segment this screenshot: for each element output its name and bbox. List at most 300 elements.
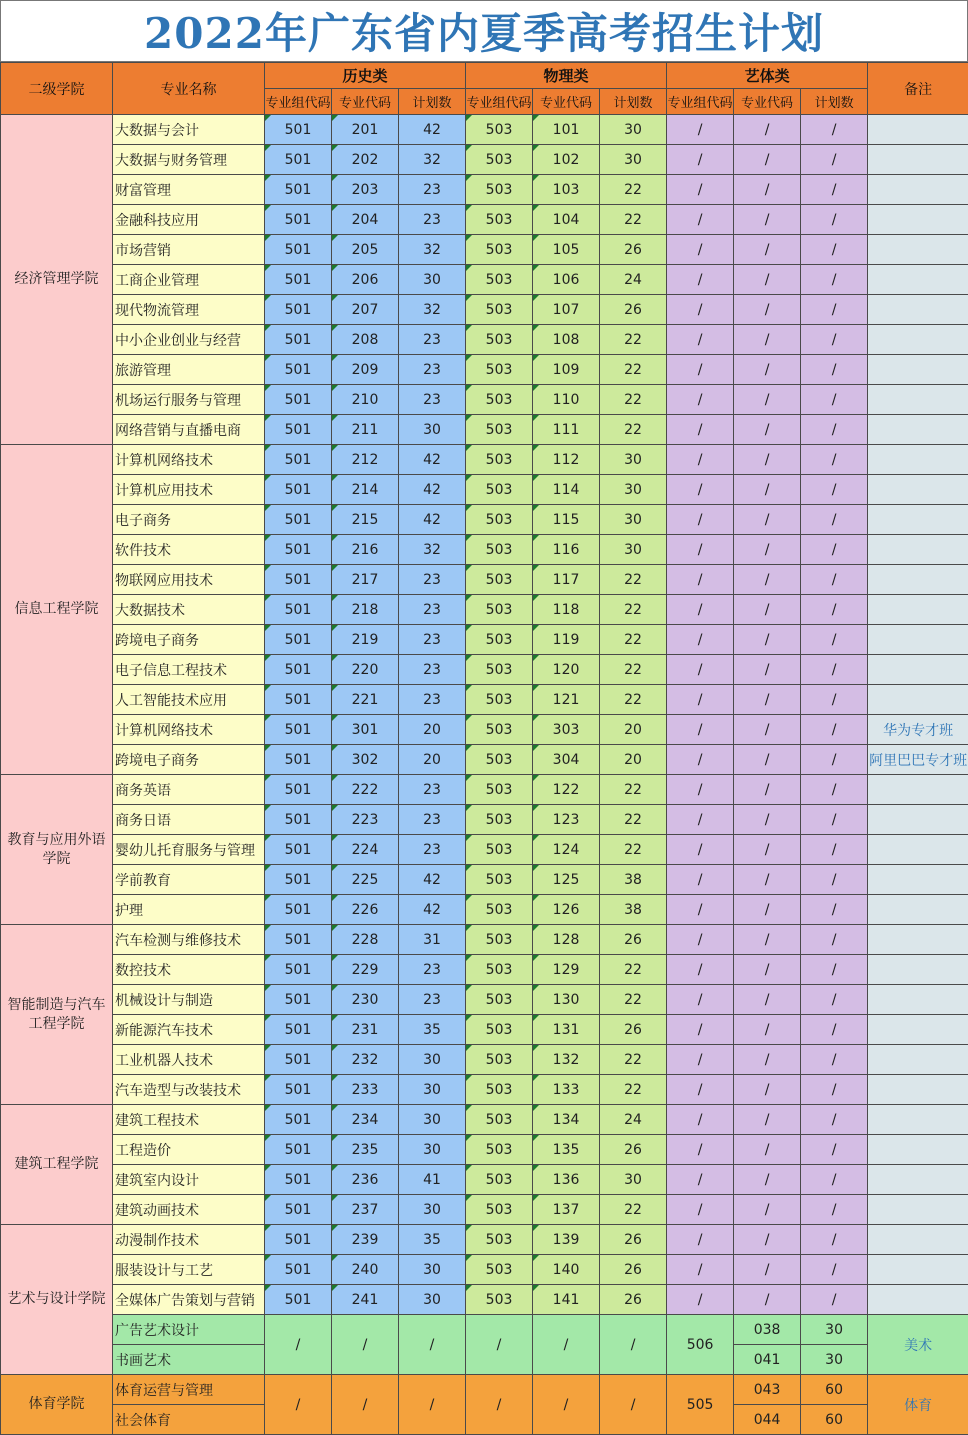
physics-group-code-cell: 503 (466, 1105, 533, 1135)
table-row (1, 1045, 968, 1075)
physics-group-code-cell: 503 (466, 715, 533, 745)
history-major-code-cell: 204 (332, 205, 399, 235)
physics-group-code-cell: 503 (466, 115, 533, 145)
history-group-code-cell: 501 (265, 355, 332, 385)
physics-major-code-cell: 132 (533, 1045, 600, 1075)
major-name-cell: 计算机网络技术 (113, 445, 265, 475)
physics-major-code-cell: 104 (533, 205, 600, 235)
physics-major-code-cell: 120 (533, 655, 600, 685)
table-row (1, 865, 968, 895)
note-cell (868, 175, 968, 205)
physics-major-code-cell: 303 (533, 715, 600, 745)
physics-major-code-cell: 124 (533, 835, 600, 865)
art-major-code-cell: / (734, 895, 801, 925)
physics-major-code-cell: 131 (533, 1015, 600, 1045)
physics-plan-count-cell: 24 (600, 265, 667, 295)
table-row (1, 145, 968, 175)
empty-slash-cell: / (332, 1315, 399, 1375)
note-cell (868, 655, 968, 685)
history-group-code-cell: 501 (265, 655, 332, 685)
art-plan-count-cell: 60 (801, 1405, 868, 1435)
table-row (1, 1195, 968, 1225)
history-plan-count-cell: 23 (399, 565, 466, 595)
art-plan-count-cell: / (801, 1075, 868, 1105)
physics-major-code-cell: 112 (533, 445, 600, 475)
history-major-code-cell: 229 (332, 955, 399, 985)
art-group-code-cell: / (667, 115, 734, 145)
major-name-cell: 机械设计与制造 (113, 985, 265, 1015)
note-cell (868, 415, 968, 445)
table-row (1, 1165, 968, 1195)
empty-slash-cell: / (265, 1315, 332, 1375)
physics-major-code-cell: 109 (533, 355, 600, 385)
physics-group-code-cell: 503 (466, 145, 533, 175)
art-group-code-cell: / (667, 685, 734, 715)
art-group-code-cell: / (667, 445, 734, 475)
note-cell (868, 205, 968, 235)
physics-major-code-cell: 105 (533, 235, 600, 265)
art-plan-count-cell: / (801, 895, 868, 925)
physics-group-code-cell: 503 (466, 325, 533, 355)
header-physics-group-code: 专业组代码 (466, 89, 533, 115)
history-group-code-cell: 501 (265, 745, 332, 775)
history-major-code-cell: 301 (332, 715, 399, 745)
art-major-code-cell: 043 (734, 1375, 801, 1405)
major-name-cell: 建筑工程技术 (113, 1105, 265, 1135)
history-group-code-cell: 501 (265, 1015, 332, 1045)
major-name-cell: 电子信息工程技术 (113, 655, 265, 685)
history-plan-count-cell: 30 (399, 1075, 466, 1105)
history-major-code-cell: 210 (332, 385, 399, 415)
physics-plan-count-cell: 38 (600, 895, 667, 925)
major-name-cell: 人工智能技术应用 (113, 685, 265, 715)
table-row (1, 955, 968, 985)
history-major-code-cell: 228 (332, 925, 399, 955)
physics-group-code-cell: 503 (466, 865, 533, 895)
history-major-code-cell: 241 (332, 1285, 399, 1315)
note-cell (868, 1075, 968, 1105)
art-major-code-cell: / (734, 1045, 801, 1075)
art-group-code-cell: / (667, 1165, 734, 1195)
history-group-code-cell: 501 (265, 325, 332, 355)
art-plan-count-cell: / (801, 715, 868, 745)
art-group-code-cell: / (667, 595, 734, 625)
physics-plan-count-cell: 30 (600, 115, 667, 145)
physics-major-code-cell: 103 (533, 175, 600, 205)
table-row (1, 1105, 968, 1135)
art-plan-count-cell: / (801, 745, 868, 775)
history-group-code-cell: 501 (265, 985, 332, 1015)
art-major-code-cell: / (734, 535, 801, 565)
art-major-code-cell: / (734, 415, 801, 445)
physics-plan-count-cell: 22 (600, 355, 667, 385)
major-name-cell: 跨境电子商务 (113, 745, 265, 775)
art-plan-count-cell: / (801, 685, 868, 715)
art-group-code-cell: / (667, 1285, 734, 1315)
physics-major-code-cell: 139 (533, 1225, 600, 1255)
physics-plan-count-cell: 22 (600, 625, 667, 655)
major-name-cell: 机场运行服务与管理 (113, 385, 265, 415)
note-cell (868, 265, 968, 295)
major-name-cell: 计算机网络技术 (113, 715, 265, 745)
art-major-code-cell: / (734, 985, 801, 1015)
history-group-code-cell: 501 (265, 415, 332, 445)
physics-plan-count-cell: 26 (600, 1015, 667, 1045)
art-plan-count-cell: / (801, 385, 868, 415)
table-row (1, 655, 968, 685)
history-major-code-cell: 205 (332, 235, 399, 265)
note-cell (868, 1165, 968, 1195)
table-row (1, 235, 968, 265)
empty-slash-cell: / (533, 1315, 600, 1375)
table-row (1, 1075, 968, 1105)
major-name-cell: 跨境电子商务 (113, 625, 265, 655)
history-major-code-cell: 225 (332, 865, 399, 895)
physics-group-code-cell: 503 (466, 925, 533, 955)
physics-plan-count-cell: 22 (600, 1075, 667, 1105)
header-art-pe: 艺体类 (667, 63, 868, 89)
header-history-group-code: 专业组代码 (265, 89, 332, 115)
history-major-code-cell: 207 (332, 295, 399, 325)
history-major-code-cell: 219 (332, 625, 399, 655)
physics-group-code-cell: 503 (466, 775, 533, 805)
physics-plan-count-cell: 22 (600, 1195, 667, 1225)
history-group-code-cell: 501 (265, 205, 332, 235)
major-name-cell: 全媒体广告策划与营销 (113, 1285, 265, 1315)
history-group-code-cell: 501 (265, 1165, 332, 1195)
note-cell (868, 505, 968, 535)
note-cell (868, 955, 968, 985)
major-name-cell: 旅游管理 (113, 355, 265, 385)
art-group-code-cell: / (667, 535, 734, 565)
note-cell (868, 145, 968, 175)
physics-group-code-cell: 503 (466, 1135, 533, 1165)
history-plan-count-cell: 32 (399, 535, 466, 565)
physics-major-code-cell: 110 (533, 385, 600, 415)
physics-plan-count-cell: 20 (600, 745, 667, 775)
art-group-code-cell: / (667, 475, 734, 505)
art-major-code-cell: / (734, 265, 801, 295)
history-major-code-cell: 202 (332, 145, 399, 175)
note-cell (868, 925, 968, 955)
history-plan-count-cell: 23 (399, 385, 466, 415)
header-note: 备注 (868, 63, 968, 115)
physics-group-code-cell: 503 (466, 955, 533, 985)
physics-plan-count-cell: 30 (600, 145, 667, 175)
history-plan-count-cell: 35 (399, 1225, 466, 1255)
art-major-code-cell: / (734, 685, 801, 715)
history-major-code-cell: 218 (332, 595, 399, 625)
physics-plan-count-cell: 26 (600, 1255, 667, 1285)
note-cell (868, 235, 968, 265)
history-group-code-cell: 501 (265, 925, 332, 955)
physics-plan-count-cell: 30 (600, 445, 667, 475)
physics-major-code-cell: 121 (533, 685, 600, 715)
physics-major-code-cell: 129 (533, 955, 600, 985)
history-plan-count-cell: 23 (399, 835, 466, 865)
history-major-code-cell: 236 (332, 1165, 399, 1195)
physics-group-code-cell: 503 (466, 595, 533, 625)
history-major-code-cell: 206 (332, 265, 399, 295)
history-group-code-cell: 501 (265, 625, 332, 655)
history-group-code-cell: 501 (265, 1195, 332, 1225)
empty-slash-cell: / (600, 1315, 667, 1375)
art-major-code-cell: / (734, 475, 801, 505)
history-group-code-cell: 501 (265, 1255, 332, 1285)
art-major-code-cell: / (734, 445, 801, 475)
physics-major-code-cell: 126 (533, 895, 600, 925)
art-major-code-cell: 038 (734, 1315, 801, 1345)
physics-major-code-cell: 119 (533, 625, 600, 655)
physics-group-code-cell: 503 (466, 445, 533, 475)
history-plan-count-cell: 30 (399, 415, 466, 445)
header-physics-major-code: 专业代码 (533, 89, 600, 115)
history-group-code-cell: 501 (265, 175, 332, 205)
header-major: 专业名称 (113, 63, 265, 115)
art-group-code-cell: / (667, 1015, 734, 1045)
history-group-code-cell: 501 (265, 475, 332, 505)
note-cell (868, 835, 968, 865)
note-cell (868, 1225, 968, 1255)
art-group-code-cell: / (667, 715, 734, 745)
physics-group-code-cell: 503 (466, 415, 533, 445)
history-group-code-cell: 501 (265, 1135, 332, 1165)
physics-major-code-cell: 134 (533, 1105, 600, 1135)
history-major-code-cell: 217 (332, 565, 399, 595)
history-plan-count-cell: 30 (399, 1255, 466, 1285)
history-plan-count-cell: 23 (399, 325, 466, 355)
history-major-code-cell: 224 (332, 835, 399, 865)
history-major-code-cell: 234 (332, 1105, 399, 1135)
empty-slash-cell: / (533, 1375, 600, 1435)
art-plan-count-cell: 30 (801, 1315, 868, 1345)
major-name-cell: 动漫制作技术 (113, 1225, 265, 1255)
note-cell (868, 805, 968, 835)
history-major-code-cell: 231 (332, 1015, 399, 1045)
note-cell (868, 1015, 968, 1045)
history-plan-count-cell: 30 (399, 1045, 466, 1075)
history-group-code-cell: 501 (265, 565, 332, 595)
physics-major-code-cell: 128 (533, 925, 600, 955)
physics-group-code-cell: 503 (466, 265, 533, 295)
empty-slash-cell: / (332, 1375, 399, 1435)
physics-major-code-cell: 135 (533, 1135, 600, 1165)
art-group-code-cell: / (667, 355, 734, 385)
note-cell (868, 475, 968, 505)
physics-plan-count-cell: 30 (600, 505, 667, 535)
physics-major-code-cell: 140 (533, 1255, 600, 1285)
header-history-major-code: 专业代码 (332, 89, 399, 115)
art-plan-count-cell: / (801, 655, 868, 685)
major-name-cell: 网络营销与直播电商 (113, 415, 265, 445)
physics-plan-count-cell: 22 (600, 325, 667, 355)
art-major-code-cell: / (734, 745, 801, 775)
history-group-code-cell: 501 (265, 775, 332, 805)
physics-group-code-cell: 503 (466, 1015, 533, 1045)
physics-major-code-cell: 117 (533, 565, 600, 595)
art-group-code-cell: / (667, 625, 734, 655)
history-plan-count-cell: 30 (399, 1105, 466, 1135)
major-name-cell: 商务英语 (113, 775, 265, 805)
art-plan-count-cell: / (801, 445, 868, 475)
history-plan-count-cell: 23 (399, 625, 466, 655)
art-group-code-cell: / (667, 655, 734, 685)
note-cell: 体育 (868, 1375, 968, 1435)
physics-plan-count-cell: 24 (600, 1105, 667, 1135)
history-major-code-cell: 222 (332, 775, 399, 805)
art-major-code-cell: / (734, 655, 801, 685)
art-major-code-cell: / (734, 205, 801, 235)
history-major-code-cell: 221 (332, 685, 399, 715)
header-art-major-code: 专业代码 (734, 89, 801, 115)
art-major-code-cell: / (734, 565, 801, 595)
history-group-code-cell: 501 (265, 1105, 332, 1135)
note-cell (868, 865, 968, 895)
major-name-cell: 体育运营与管理 (113, 1375, 265, 1405)
history-major-code-cell: 201 (332, 115, 399, 145)
major-name-cell: 汽车检测与维修技术 (113, 925, 265, 955)
physics-plan-count-cell: 22 (600, 655, 667, 685)
art-major-code-cell: / (734, 1165, 801, 1195)
empty-slash-cell: / (399, 1315, 466, 1375)
physics-plan-count-cell: 22 (600, 955, 667, 985)
physics-group-code-cell: 503 (466, 385, 533, 415)
art-plan-count-cell: / (801, 625, 868, 655)
history-plan-count-cell: 23 (399, 775, 466, 805)
physics-plan-count-cell: 30 (600, 475, 667, 505)
art-plan-count-cell: / (801, 1045, 868, 1075)
art-major-code-cell: / (734, 115, 801, 145)
table-row (1, 985, 968, 1015)
history-major-code-cell: 235 (332, 1135, 399, 1165)
major-name-cell: 新能源汽车技术 (113, 1015, 265, 1045)
physics-plan-count-cell: 22 (600, 565, 667, 595)
major-name-cell: 广告艺术设计 (113, 1315, 265, 1345)
art-major-code-cell: / (734, 325, 801, 355)
note-cell (868, 535, 968, 565)
art-group-code-cell: / (667, 895, 734, 925)
empty-slash-cell: / (466, 1375, 533, 1435)
physics-major-code-cell: 136 (533, 1165, 600, 1195)
note-cell (868, 1285, 968, 1315)
college-cell: 经济管理学院 (1, 115, 113, 445)
major-name-cell: 计算机应用技术 (113, 475, 265, 505)
major-name-cell: 工商企业管理 (113, 265, 265, 295)
history-plan-count-cell: 30 (399, 265, 466, 295)
major-name-cell: 大数据技术 (113, 595, 265, 625)
physics-plan-count-cell: 30 (600, 535, 667, 565)
history-major-code-cell: 302 (332, 745, 399, 775)
physics-group-code-cell: 503 (466, 1195, 533, 1225)
note-cell (868, 355, 968, 385)
physics-group-code-cell: 503 (466, 175, 533, 205)
art-major-code-cell: / (734, 235, 801, 265)
major-name-cell: 电子商务 (113, 505, 265, 535)
history-group-code-cell: 501 (265, 865, 332, 895)
header-history-plan-count: 计划数 (399, 89, 466, 115)
table-row (1, 835, 968, 865)
history-plan-count-cell: 42 (399, 115, 466, 145)
art-group-code-cell: / (667, 235, 734, 265)
physics-plan-count-cell: 22 (600, 985, 667, 1015)
major-name-cell: 工业机器人技术 (113, 1045, 265, 1075)
table-row (1, 1255, 968, 1285)
art-group-code-cell: / (667, 175, 734, 205)
major-name-cell: 金融科技应用 (113, 205, 265, 235)
history-plan-count-cell: 42 (399, 475, 466, 505)
art-group-code-cell: / (667, 1105, 734, 1135)
art-major-code-cell: / (734, 595, 801, 625)
physics-plan-count-cell: 26 (600, 1285, 667, 1315)
history-group-code-cell: 501 (265, 1075, 332, 1105)
physics-group-code-cell: 503 (466, 655, 533, 685)
physics-plan-count-cell: 26 (600, 1225, 667, 1255)
history-plan-count-cell: 23 (399, 805, 466, 835)
major-name-cell: 物联网应用技术 (113, 565, 265, 595)
major-name-cell: 服装设计与工艺 (113, 1255, 265, 1285)
history-plan-count-cell: 23 (399, 955, 466, 985)
history-major-code-cell: 211 (332, 415, 399, 445)
art-major-code-cell: / (734, 295, 801, 325)
art-major-code-cell: / (734, 925, 801, 955)
physics-plan-count-cell: 26 (600, 295, 667, 325)
art-plan-count-cell: / (801, 835, 868, 865)
art-group-code-cell: 505 (667, 1375, 734, 1435)
table-row (1, 1015, 968, 1045)
art-plan-count-cell: / (801, 295, 868, 325)
history-major-code-cell: 216 (332, 535, 399, 565)
art-major-code-cell: / (734, 955, 801, 985)
art-major-code-cell: / (734, 775, 801, 805)
empty-slash-cell: / (265, 1375, 332, 1435)
history-plan-count-cell: 23 (399, 655, 466, 685)
physics-group-code-cell: 503 (466, 295, 533, 325)
physics-plan-count-cell: 22 (600, 385, 667, 415)
table-row (1, 1225, 968, 1255)
note-cell (868, 1255, 968, 1285)
physics-group-code-cell: 503 (466, 625, 533, 655)
art-major-code-cell: / (734, 505, 801, 535)
physics-major-code-cell: 115 (533, 505, 600, 535)
history-major-code-cell: 232 (332, 1045, 399, 1075)
note-cell: 阿里巴巴专才班 (868, 745, 968, 775)
physics-major-code-cell: 133 (533, 1075, 600, 1105)
physics-group-code-cell: 503 (466, 1045, 533, 1075)
table-row (1, 295, 968, 325)
art-group-code-cell: / (667, 1225, 734, 1255)
physics-plan-count-cell: 22 (600, 205, 667, 235)
table-row (1, 805, 968, 835)
physics-group-code-cell: 503 (466, 805, 533, 835)
art-plan-count-cell: 60 (801, 1375, 868, 1405)
physics-major-code-cell: 108 (533, 325, 600, 355)
page-title: 2022年广东省内夏季高考招生计划 (0, 0, 968, 62)
art-plan-count-cell: / (801, 1165, 868, 1195)
physics-group-code-cell: 503 (466, 535, 533, 565)
note-cell: 华为专才班 (868, 715, 968, 745)
history-plan-count-cell: 35 (399, 1015, 466, 1045)
major-name-cell: 书画艺术 (113, 1345, 265, 1375)
physics-major-code-cell: 123 (533, 805, 600, 835)
art-group-code-cell: / (667, 1195, 734, 1225)
history-group-code-cell: 501 (265, 115, 332, 145)
art-major-code-cell: / (734, 175, 801, 205)
art-major-code-cell: / (734, 355, 801, 385)
table-row (1, 385, 968, 415)
major-name-cell: 婴幼儿托育服务与管理 (113, 835, 265, 865)
physics-major-code-cell: 102 (533, 145, 600, 175)
history-plan-count-cell: 31 (399, 925, 466, 955)
